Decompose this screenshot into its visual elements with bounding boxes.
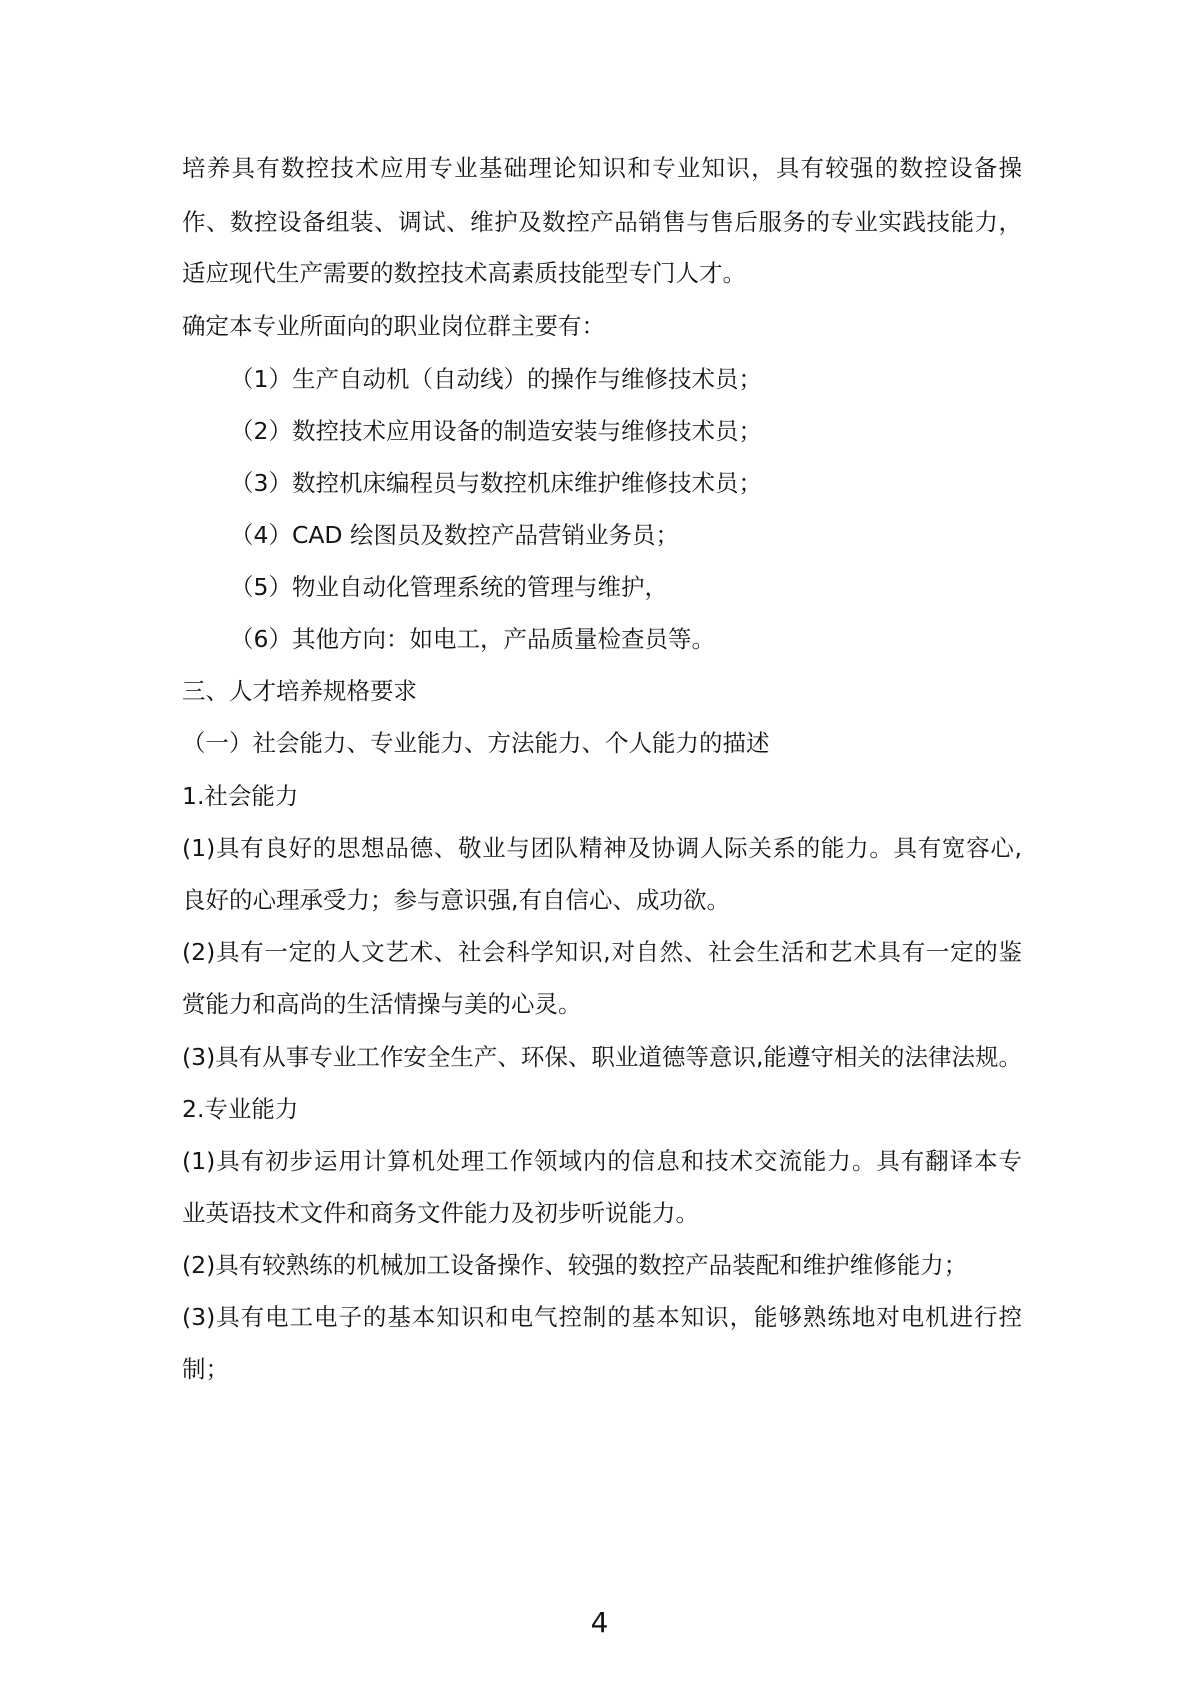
social-item-1-line-1: (1)具有良好的思想品德、敬业与团队精神及协调人际关系的能力。具有宽容心,: [182, 834, 1022, 862]
positions-heading: 确定本专业所面向的职业岗位群主要有：: [182, 312, 605, 340]
position-item-3: （3）数控机床编程员与数控机床维护维修技术员；: [230, 469, 762, 497]
section-heading: 三、人才培养规格要求: [182, 677, 417, 705]
position-item-1: （1）生产自动机（自动线）的操作与维修技术员；: [230, 365, 762, 393]
professional-item-1-line-2: 业英语技术文件和商务文件能力及初步听说能力。: [182, 1199, 699, 1227]
social-item-3: (3)具有从事专业工作安全生产、环保、职业道德等意识,能遵守相关的法律法规。: [182, 1043, 1022, 1071]
professional-ability-heading: 2.专业能力: [182, 1095, 299, 1123]
social-item-2-line-2: 赏能力和高尚的生活情操与美的心灵。: [182, 990, 582, 1018]
professional-item-3-line-1: (3)具有电工电子的基本知识和电气控制的基本知识，能够熟练地对电机进行控: [182, 1303, 1022, 1331]
position-item-5: （5）物业自动化管理系统的管理与维护，: [230, 573, 668, 601]
position-item-4: （4）CAD 绘图员及数控产品营销业务员；: [230, 521, 680, 549]
professional-item-3-line-2: 制；: [182, 1355, 229, 1383]
social-item-1-line-2: 良好的心理承受力；参与意识强,有自信心、成功欲。: [182, 886, 730, 914]
position-item-2: （2）数控技术应用设备的制造安装与维修技术员；: [230, 417, 762, 445]
page-number: 4: [590, 1606, 609, 1639]
social-item-2-line-1: (2)具有一定的人文艺术、社会科学知识,对自然、社会生活和艺术具有一定的鉴: [182, 938, 1022, 966]
professional-item-2: (2)具有较熟练的机械加工设备操作、较强的数控产品装配和维护维修能力；: [182, 1251, 968, 1279]
intro-line-1: 培养具有数控技术应用专业基础理论知识和专业知识，具有较强的数控设备操: [182, 154, 1022, 182]
intro-line-2: 作、数控设备组装、调试、维护及数控产品销售与售后服务的专业实践技能力，: [182, 208, 1022, 236]
social-ability-heading: 1.社会能力: [182, 782, 299, 810]
position-item-6: （6）其他方向：如电工，产品质量检查员等。: [230, 625, 715, 653]
intro-line-3: 适应现代生产需要的数控技术高素质技能型专门人才。: [182, 259, 746, 287]
professional-item-1-line-1: (1)具有初步运用计算机处理工作领域内的信息和技术交流能力。具有翻译本专: [182, 1147, 1022, 1175]
subsection-heading: （一）社会能力、专业能力、方法能力、个人能力的描述: [182, 729, 770, 757]
